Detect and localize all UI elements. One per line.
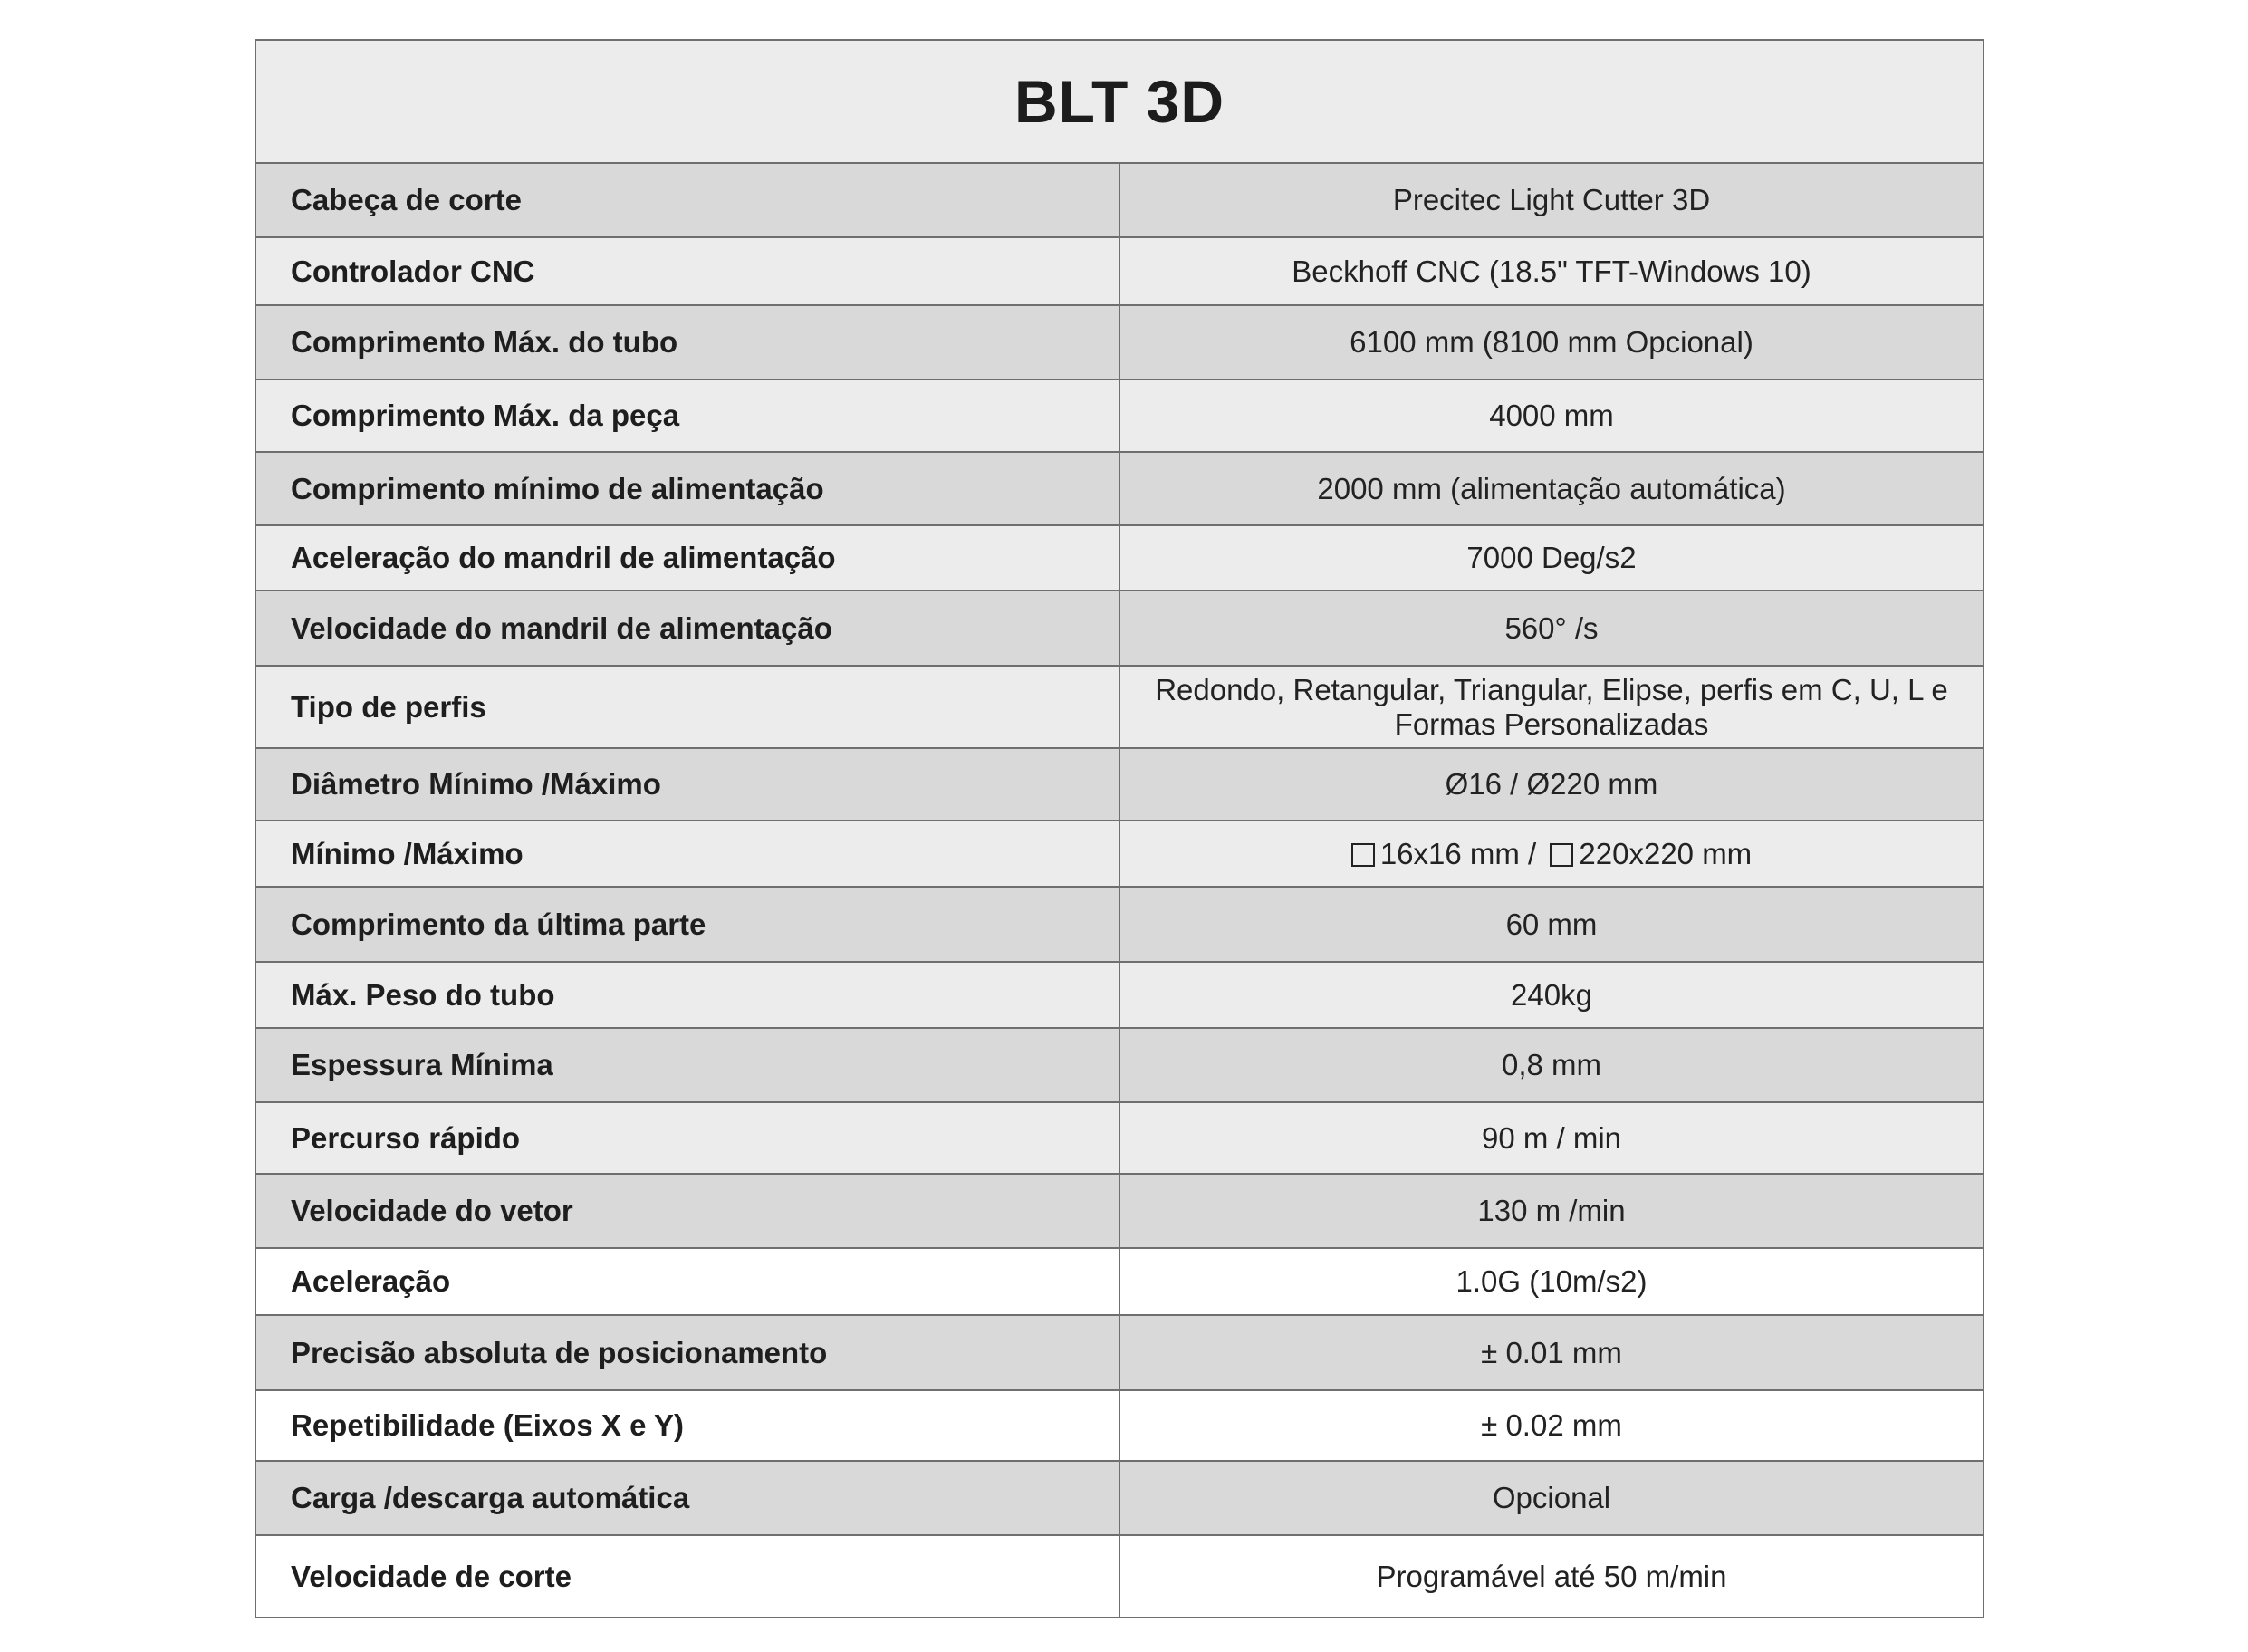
row-value: 240kg [1119, 962, 1984, 1028]
row-label: Espessura Mínima [255, 1028, 1119, 1102]
row-value [1119, 821, 1984, 887]
row-label: Carga /descarga automática [255, 1461, 1119, 1535]
square-max-value: 220x220 mm [1579, 836, 1753, 870]
table-row [255, 1028, 1984, 1102]
table-row [255, 962, 1984, 1028]
row-value: 60 mm [1119, 887, 1984, 962]
row-label: Velocidade de corte [255, 1535, 1119, 1618]
table-row [255, 1102, 1984, 1174]
row-label: Repetibilidade (Eixos X e Y) [255, 1390, 1119, 1461]
row-value: 6100 mm (8100 mm Opcional) [1119, 305, 1984, 379]
table-row [255, 1248, 1984, 1315]
row-label: Percurso rápido [255, 1102, 1119, 1174]
table-row [255, 887, 1984, 962]
row-label: Aceleração [255, 1248, 1119, 1315]
row-label: Mínimo /Máximo [255, 821, 1119, 887]
row-value: 4000 mm [1119, 379, 1984, 452]
table-row [255, 1535, 1984, 1618]
row-label: Aceleração do mandril de alimentação [255, 525, 1119, 591]
row-label: Tipo de perfis [255, 666, 1119, 748]
row-value: Ø16 / Ø220 mm [1119, 748, 1984, 821]
table-row [255, 305, 1984, 379]
row-label: Comprimento mínimo de alimentação [255, 452, 1119, 525]
row-value: 1.0G (10m/s2) [1119, 1248, 1984, 1315]
row-label: Comprimento da última parte [255, 887, 1119, 962]
row-value: 2000 mm (alimentação automática) [1119, 452, 1984, 525]
table-row [255, 379, 1984, 452]
row-label: Máx. Peso do tubo [255, 962, 1119, 1028]
table-row [255, 1461, 1984, 1535]
row-value: ± 0.02 mm [1119, 1390, 1984, 1461]
row-label: Controlador CNC [255, 237, 1119, 305]
spec-table [255, 39, 1984, 1618]
row-label: Cabeça de corte [255, 163, 1119, 237]
table-row [255, 1174, 1984, 1248]
row-label: Precisão absoluta de posicionamento [255, 1315, 1119, 1390]
table-row [255, 452, 1984, 525]
table-row [255, 591, 1984, 666]
square-min-value: 16x16 mm / [1379, 836, 1537, 870]
square-profile-icon [1550, 843, 1573, 867]
row-label: Comprimento Máx. da peça [255, 379, 1119, 452]
row-value: Beckhoff CNC (18.5" TFT-Windows 10) [1119, 237, 1984, 305]
row-value: Precitec Light Cutter 3D [1119, 163, 1984, 237]
row-label: Velocidade do vetor [255, 1174, 1119, 1248]
table-row [255, 1390, 1984, 1461]
row-value: 90 m / min [1119, 1102, 1984, 1174]
square-profile-icon [1351, 843, 1375, 867]
table-row [255, 748, 1984, 821]
row-value: ± 0.01 mm [1119, 1315, 1984, 1390]
row-label: Diâmetro Mínimo /Máximo [255, 748, 1119, 821]
title-row [255, 40, 1984, 163]
table-row [255, 525, 1984, 591]
row-value: 7000 Deg/s2 [1119, 525, 1984, 591]
row-value: Redondo, Retangular, Triangular, Elipse, perfis em C, U, L e Formas Personalizadas [1119, 666, 1984, 748]
table-title: BLT 3D [255, 40, 1984, 163]
row-value: 0,8 mm [1119, 1028, 1984, 1102]
table-row [255, 163, 1984, 237]
row-value: 560° /s [1119, 591, 1984, 666]
row-value: Programável até 50 m/min [1119, 1535, 1984, 1618]
row-value: Opcional [1119, 1461, 1984, 1535]
table-row [255, 237, 1984, 305]
row-value: 130 m /min [1119, 1174, 1984, 1248]
row-label: Velocidade do mandril de alimentação [255, 591, 1119, 666]
table-row [255, 821, 1984, 887]
table-row [255, 1315, 1984, 1390]
table-row [255, 666, 1984, 748]
row-label: Comprimento Máx. do tubo [255, 305, 1119, 379]
